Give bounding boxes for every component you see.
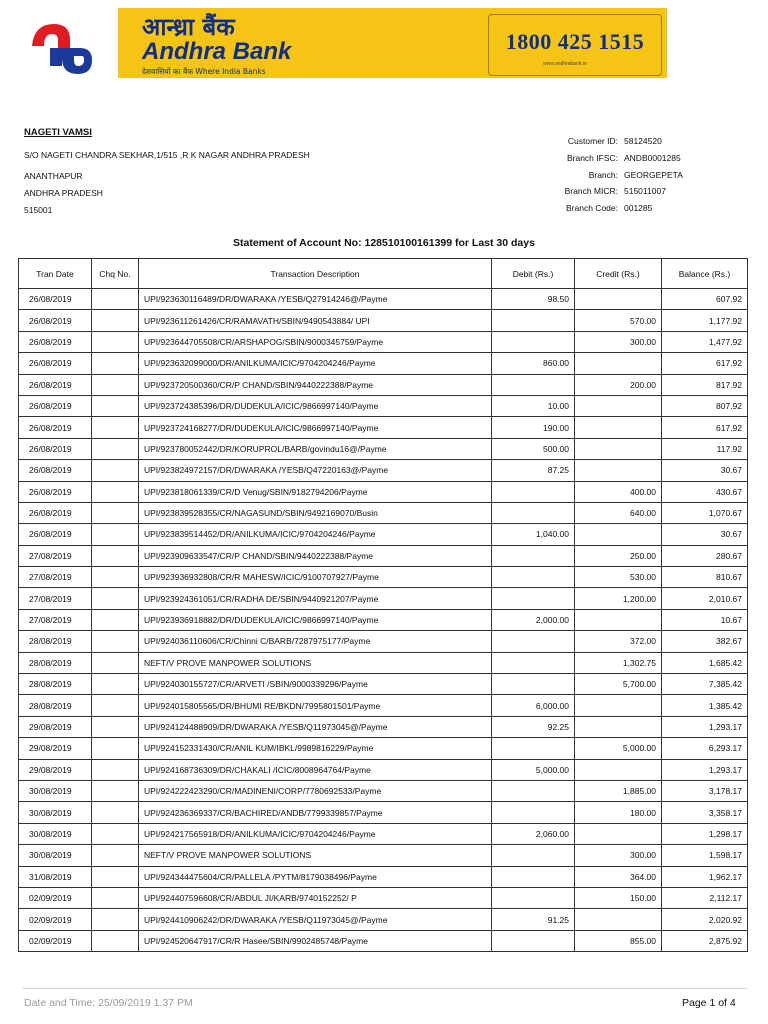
cell-tran-date: 30/08/2019: [19, 823, 92, 844]
table-row: [19, 866, 748, 887]
table-row: [19, 716, 748, 737]
cell-debit: [492, 652, 575, 673]
cell-credit: 180.00: [575, 802, 662, 823]
cell-tran-date: 26/08/2019: [19, 481, 92, 502]
table-row: [19, 353, 748, 374]
cell-debit: [492, 738, 575, 759]
cell-chq-no: [92, 438, 139, 459]
table-row: [19, 909, 748, 930]
cell-description: UPI/923720500360/CR/P CHAND/SBIN/9440222388/Payme: [139, 374, 492, 395]
cell-description: UPI/923839528355/CR/NAGASUND/SBIN/9492169070/Busin: [139, 502, 492, 523]
cell-chq-no: [92, 866, 139, 887]
customer-address-line: S/O NAGETI CHANDRA SEKHAR,1/515 ,R K NAGAR ANDHRA PRADESH: [24, 150, 310, 160]
cell-chq-no: [92, 802, 139, 823]
table-row: [19, 502, 748, 523]
cell-chq-no: [92, 524, 139, 545]
cell-chq-no: [92, 609, 139, 630]
cell-credit: [575, 438, 662, 459]
table-row: [19, 460, 748, 481]
cell-description: UPI/923936918882/DR/DUDEKULA/ICIC/9866997140/Payme: [139, 609, 492, 630]
cell-credit: [575, 695, 662, 716]
cell-chq-no: [92, 502, 139, 523]
table-row: [19, 823, 748, 844]
cell-tran-date: 31/08/2019: [19, 866, 92, 887]
header-credit: Credit (Rs.): [575, 259, 662, 289]
cell-credit: [575, 289, 662, 310]
branch-row-ifsc: [540, 153, 730, 170]
footer-divider: [22, 988, 748, 989]
cell-description: UPI/923611261426/CR/RAMAVATH/SBIN/9490543884/ UPI: [139, 310, 492, 331]
cell-debit: [492, 374, 575, 395]
table-row: [19, 780, 748, 801]
cell-balance: 280.67: [662, 545, 748, 566]
cell-chq-no: [92, 567, 139, 588]
branch-row-branch: [540, 170, 730, 187]
cell-chq-no: [92, 823, 139, 844]
cell-credit: [575, 759, 662, 780]
table-row: [19, 845, 748, 866]
cell-chq-no: [92, 417, 139, 438]
cell-credit: [575, 909, 662, 930]
cell-description: UPI/924168736309/DR/CHAKALI /ICIC/8008964764/Payme: [139, 759, 492, 780]
cell-balance: 1,477.92: [662, 331, 748, 352]
bank-name-hindi: आन्ध्रा बैंक: [142, 13, 235, 41]
cell-chq-no: [92, 481, 139, 502]
cell-description: UPI/923724168277/DR/DUDEKULA/ICIC/9866997140/Payme: [139, 417, 492, 438]
branch-label: Branch Code:: [566, 203, 618, 214]
cell-debit: 92.25: [492, 716, 575, 737]
cell-credit: 400.00: [575, 481, 662, 502]
table-header-row: [19, 259, 748, 289]
cell-credit: [575, 823, 662, 844]
cell-debit: 190.00: [492, 417, 575, 438]
branch-row-code: [540, 203, 730, 220]
cell-tran-date: 30/08/2019: [19, 780, 92, 801]
cell-tran-date: 26/08/2019: [19, 374, 92, 395]
cell-debit: 98.50: [492, 289, 575, 310]
cell-debit: 2,060.00: [492, 823, 575, 844]
cell-debit: [492, 674, 575, 695]
branch-row-customer-id: [540, 136, 730, 153]
cell-debit: [492, 567, 575, 588]
table-row: [19, 524, 748, 545]
cell-debit: 87.25: [492, 460, 575, 481]
table-row: [19, 395, 748, 416]
cell-balance: 1,293.17: [662, 759, 748, 780]
table-row: [19, 374, 748, 395]
cell-balance: 382.67: [662, 631, 748, 652]
cell-credit: [575, 716, 662, 737]
cell-description: NEFT/V PROVE MANPOWER SOLUTIONS: [139, 845, 492, 866]
cell-tran-date: 26/08/2019: [19, 331, 92, 352]
cell-description: UPI/924236369337/CR/BACHIRED/ANDB/7799339857/Payme: [139, 802, 492, 823]
cell-balance: 1,177.92: [662, 310, 748, 331]
cell-balance: 1,298.17: [662, 823, 748, 844]
cell-balance: 30.67: [662, 460, 748, 481]
table-row: [19, 588, 748, 609]
cell-chq-no: [92, 545, 139, 566]
cell-chq-no: [92, 909, 139, 930]
table-row: [19, 695, 748, 716]
table-row: [19, 310, 748, 331]
cell-balance: 3,178.17: [662, 780, 748, 801]
cell-chq-no: [92, 780, 139, 801]
cell-credit: [575, 395, 662, 416]
cell-debit: [492, 310, 575, 331]
cell-balance: 807.92: [662, 395, 748, 416]
cell-debit: [492, 545, 575, 566]
cell-credit: 570.00: [575, 310, 662, 331]
cell-tran-date: 27/08/2019: [19, 567, 92, 588]
bank-name-english: Andhra Bank: [142, 38, 292, 65]
cell-credit: [575, 460, 662, 481]
cell-balance: 10.67: [662, 609, 748, 630]
cell-tran-date: 30/08/2019: [19, 845, 92, 866]
cell-chq-no: [92, 695, 139, 716]
cell-tran-date: 26/08/2019: [19, 417, 92, 438]
cell-debit: 5,000.00: [492, 759, 575, 780]
cell-description: UPI/923824972157/DR/DWARAKA /YESB/Q47220163@/Payme: [139, 460, 492, 481]
cell-debit: [492, 866, 575, 887]
header-balance: Balance (Rs.): [662, 259, 748, 289]
cell-tran-date: 28/08/2019: [19, 631, 92, 652]
cell-balance: 810.67: [662, 567, 748, 588]
cell-debit: [492, 502, 575, 523]
cell-tran-date: 26/08/2019: [19, 438, 92, 459]
cell-debit: [492, 887, 575, 908]
cell-balance: 1,685.42: [662, 652, 748, 673]
cell-credit: 250.00: [575, 545, 662, 566]
cell-balance: 1,070.67: [662, 502, 748, 523]
cell-chq-no: [92, 674, 139, 695]
branch-label: Branch MICR:: [564, 186, 618, 197]
cell-credit: [575, 417, 662, 438]
cell-chq-no: [92, 930, 139, 951]
header-debit: Debit (Rs.): [492, 259, 575, 289]
transactions-table-wrapper: [18, 258, 747, 952]
logo-icon: [28, 18, 94, 78]
cell-description: NEFT/V PROVE MANPOWER SOLUTIONS: [139, 652, 492, 673]
cell-credit: 640.00: [575, 502, 662, 523]
cell-tran-date: 29/08/2019: [19, 716, 92, 737]
branch-label: Customer ID:: [567, 136, 618, 146]
cell-balance: 7,385.42: [662, 674, 748, 695]
cell-balance: 817.92: [662, 374, 748, 395]
cell-tran-date: 27/08/2019: [19, 609, 92, 630]
table-row: [19, 631, 748, 652]
cell-description: UPI/923818061339/CR/D Venug/SBIN/9182794206/Payme: [139, 481, 492, 502]
cell-tran-date: 02/09/2019: [19, 930, 92, 951]
cell-debit: 860.00: [492, 353, 575, 374]
cell-balance: 1,962.17: [662, 866, 748, 887]
cell-tran-date: 26/08/2019: [19, 460, 92, 481]
footer-date-time: Date and Time: 25/09/2019 1.37 PM: [24, 997, 193, 1009]
branch-label: Branch:: [588, 169, 618, 180]
bank-website: www.andhrabank.in: [543, 61, 587, 67]
cell-credit: [575, 524, 662, 545]
cell-description: UPI/924015805565/DR/BHUMI RE/BKDN/7995801501/Payme: [139, 695, 492, 716]
cell-balance: 2,020.92: [662, 909, 748, 930]
cell-debit: 500.00: [492, 438, 575, 459]
cell-description: UPI/924152331430/CR/ANIL KUM/IBKL/9989816229/Payme: [139, 738, 492, 759]
branch-value: 001285: [624, 203, 653, 214]
cell-description: UPI/924222423290/CR/MADINENI/CORP/7780692533/Payme: [139, 780, 492, 801]
cell-description: UPI/923909633547/CR/P CHAND/SBIN/9440222388/Payme: [139, 545, 492, 566]
table-row: [19, 738, 748, 759]
cell-description: UPI/924030155727/CR/ARVETI /SBIN/9000339296/Payme: [139, 674, 492, 695]
cell-debit: [492, 481, 575, 502]
cell-chq-no: [92, 353, 139, 374]
cell-chq-no: [92, 374, 139, 395]
cell-description: UPI/924520647917/CR/R Hasee/SBIN/9902485748/Payme: [139, 930, 492, 951]
customer-name: NAGETI VAMSI: [24, 127, 92, 138]
cell-tran-date: 26/08/2019: [19, 310, 92, 331]
cell-debit: 2,000.00: [492, 609, 575, 630]
cell-description: UPI/924124488909/DR/DWARAKA /YESB/Q11973045@/Payme: [139, 716, 492, 737]
branch-value: 58124520: [624, 136, 662, 146]
branch-value: 515011007: [624, 186, 666, 197]
branch-row-micr: [540, 186, 730, 203]
table-row: [19, 331, 748, 352]
table-row: [19, 289, 748, 310]
cell-description: UPI/923644705508/CR/ARSHAPOG/SBIN/9000345759/Payme: [139, 331, 492, 352]
customer-address-line: ANANTHAPUR: [24, 171, 83, 181]
cell-tran-date: 26/08/2019: [19, 395, 92, 416]
table-row: [19, 802, 748, 823]
helpline-box: [488, 14, 662, 76]
cell-debit: 10.00: [492, 395, 575, 416]
cell-tran-date: 30/08/2019: [19, 802, 92, 823]
cell-balance: 1,598.17: [662, 845, 748, 866]
cell-chq-no: [92, 460, 139, 481]
cell-balance: 617.92: [662, 417, 748, 438]
table-row: [19, 652, 748, 673]
table-row: [19, 438, 748, 459]
cell-credit: 530.00: [575, 567, 662, 588]
cell-credit: 300.00: [575, 331, 662, 352]
cell-description: UPI/924036110606/CR/Chinni C/BARB/7287975177/Payme: [139, 631, 492, 652]
transactions-body: [19, 289, 748, 952]
cell-tran-date: 26/08/2019: [19, 502, 92, 523]
table-row: [19, 481, 748, 502]
cell-description: UPI/923632099000/DR/ANILKUMA/ICIC/9704204246/Payme: [139, 353, 492, 374]
cell-debit: [492, 588, 575, 609]
table-row: [19, 930, 748, 951]
table-row: [19, 759, 748, 780]
cell-tran-date: 28/08/2019: [19, 674, 92, 695]
cell-debit: 6,000.00: [492, 695, 575, 716]
cell-balance: 30.67: [662, 524, 748, 545]
cell-tran-date: 27/08/2019: [19, 588, 92, 609]
cell-balance: 1,293.17: [662, 716, 748, 737]
cell-tran-date: 29/08/2019: [19, 738, 92, 759]
cell-debit: [492, 930, 575, 951]
cell-tran-date: 28/08/2019: [19, 695, 92, 716]
cell-credit: 300.00: [575, 845, 662, 866]
cell-credit: 150.00: [575, 887, 662, 908]
cell-chq-no: [92, 845, 139, 866]
cell-tran-date: 27/08/2019: [19, 545, 92, 566]
cell-debit: [492, 331, 575, 352]
cell-description: UPI/923630116489/DR/DWARAKA /YESB/Q27914246@/Payme: [139, 289, 492, 310]
header-description: Transaction Description: [139, 259, 492, 289]
cell-balance: 430.67: [662, 481, 748, 502]
bank-banner: [118, 8, 667, 78]
branch-details: [540, 136, 730, 220]
cell-chq-no: [92, 759, 139, 780]
cell-credit: 5,000.00: [575, 738, 662, 759]
cell-balance: 2,010.67: [662, 588, 748, 609]
cell-credit: 5,700.00: [575, 674, 662, 695]
header-chq-no: Chq No.: [92, 259, 139, 289]
cell-tran-date: 29/08/2019: [19, 759, 92, 780]
bank-tagline: देशवासियों का बैंक Where India Banks: [142, 67, 266, 76]
cell-credit: 1,885.00: [575, 780, 662, 801]
table-row: [19, 887, 748, 908]
cell-description: UPI/924344475604/CR/PALLELA /PYTM/8179038496/Payme: [139, 866, 492, 887]
cell-credit: 364.00: [575, 866, 662, 887]
cell-chq-no: [92, 887, 139, 908]
cell-credit: 200.00: [575, 374, 662, 395]
cell-debit: 91.25: [492, 909, 575, 930]
cell-tran-date: 02/09/2019: [19, 909, 92, 930]
cell-balance: 117.92: [662, 438, 748, 459]
cell-debit: [492, 780, 575, 801]
cell-credit: 1,200.00: [575, 588, 662, 609]
cell-chq-no: [92, 716, 139, 737]
table-row: [19, 674, 748, 695]
cell-chq-no: [92, 652, 139, 673]
cell-balance: 1,385.42: [662, 695, 748, 716]
cell-chq-no: [92, 631, 139, 652]
branch-value: ANDB0001285: [624, 152, 681, 163]
cell-credit: 372.00: [575, 631, 662, 652]
cell-credit: 1,302.75: [575, 652, 662, 673]
cell-description: UPI/923924361051/CR/RADHA DE/SBIN/9440921207/Payme: [139, 588, 492, 609]
cell-description: UPI/924217565918/DR/ANILKUMA/ICIC/9704204246/Payme: [139, 823, 492, 844]
footer-page-number: Page 1 of 4: [682, 997, 736, 1009]
cell-chq-no: [92, 331, 139, 352]
cell-balance: 2,112.17: [662, 887, 748, 908]
cell-description: UPI/923780052442/DR/KORUPROL/BARB/govindu16@/Payme: [139, 438, 492, 459]
cell-balance: 6,293.17: [662, 738, 748, 759]
transactions-table: [18, 258, 748, 952]
cell-balance: 607.92: [662, 289, 748, 310]
cell-chq-no: [92, 738, 139, 759]
statement-title: Statement of Account No: 128510100161399 for Last 30 days: [233, 237, 535, 249]
table-row: [19, 567, 748, 588]
header-tran-date: Tran Date: [19, 259, 92, 289]
cell-balance: 617.92: [662, 353, 748, 374]
cell-tran-date: 26/08/2019: [19, 289, 92, 310]
cell-debit: [492, 631, 575, 652]
branch-value: GEORGEPETA: [624, 169, 683, 180]
branch-label: Branch IFSC:: [566, 152, 618, 163]
cell-description: UPI/923724385396/DR/DUDEKULA/ICIC/9866997140/Payme: [139, 395, 492, 416]
table-row: [19, 609, 748, 630]
cell-debit: [492, 845, 575, 866]
cell-chq-no: [92, 289, 139, 310]
cell-credit: [575, 609, 662, 630]
cell-description: UPI/924407596608/CR/ABDUL JI/KARB/9740152252/ P: [139, 887, 492, 908]
customer-address-line: ANDHRA PRADESH: [24, 188, 103, 198]
cell-chq-no: [92, 588, 139, 609]
cell-balance: 2,875.92: [662, 930, 748, 951]
cell-debit: 1,040.00: [492, 524, 575, 545]
andhra-bank-logo: [28, 18, 94, 78]
cell-tran-date: 26/08/2019: [19, 353, 92, 374]
cell-tran-date: 02/09/2019: [19, 887, 92, 908]
cell-description: UPI/924410906242/DR/DWARAKA /YESB/Q11973045@/Payme: [139, 909, 492, 930]
cell-credit: 855.00: [575, 930, 662, 951]
cell-balance: 3,358.17: [662, 802, 748, 823]
table-row: [19, 417, 748, 438]
cell-description: UPI/923936932808/CR/R MAHESW/ICIC/9100707927/Payme: [139, 567, 492, 588]
cell-credit: [575, 353, 662, 374]
cell-debit: [492, 802, 575, 823]
helpline-number: 1800 425 1515: [505, 29, 645, 54]
cell-chq-no: [92, 395, 139, 416]
table-row: [19, 545, 748, 566]
customer-address-line: 515001: [24, 205, 53, 215]
cell-tran-date: 26/08/2019: [19, 524, 92, 545]
cell-tran-date: 28/08/2019: [19, 652, 92, 673]
cell-chq-no: [92, 310, 139, 331]
cell-description: UPI/923839514452/DR/ANILKUMA/ICIC/9704204246/Payme: [139, 524, 492, 545]
